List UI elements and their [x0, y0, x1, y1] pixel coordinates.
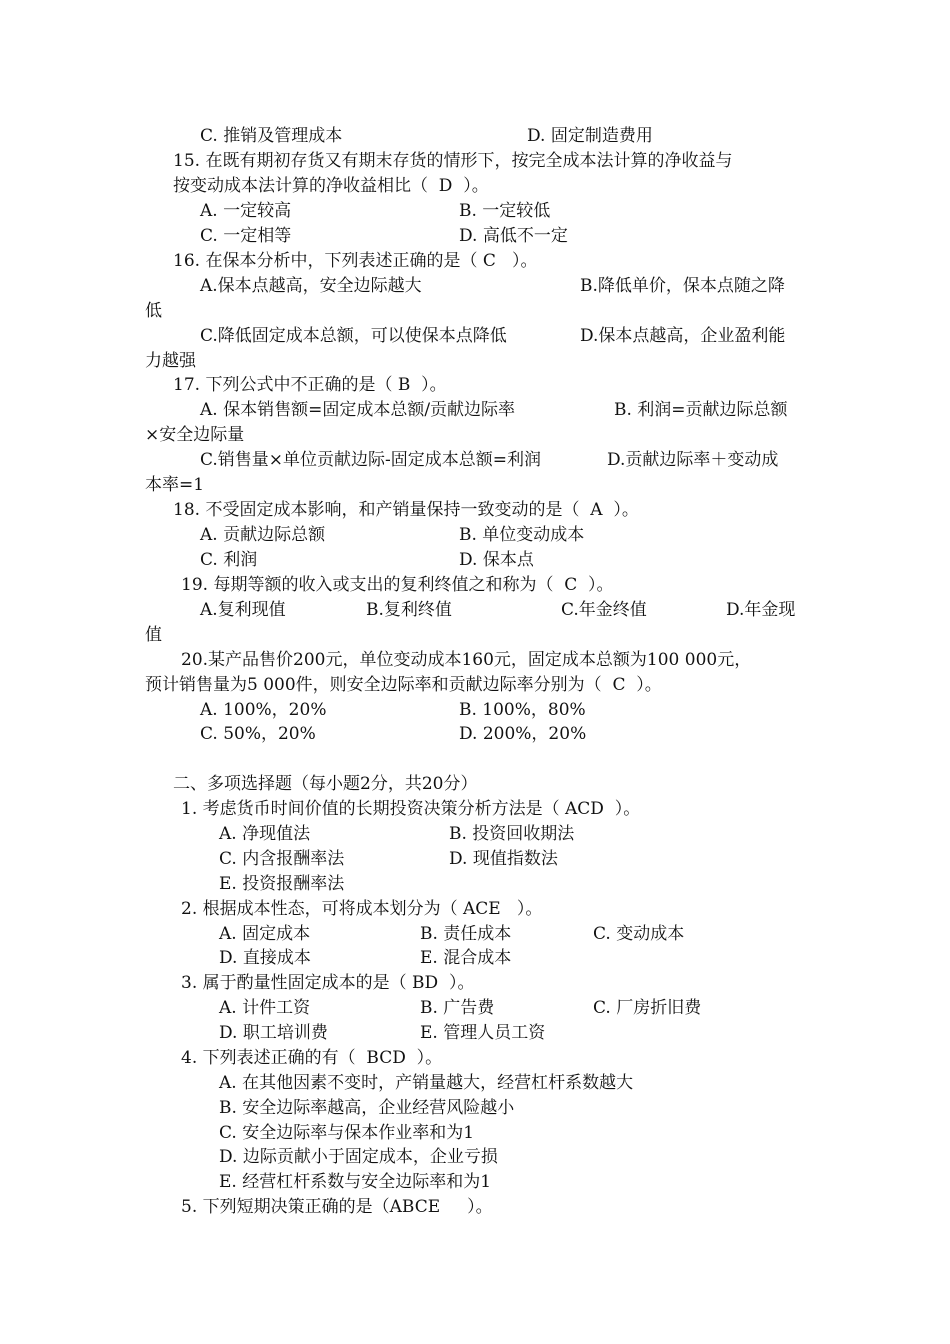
m4-option-d-line	[0, 1145, 950, 1170]
m2-options-abc	[0, 922, 950, 947]
q18-option-c: C. 利润	[200, 550, 258, 570]
m4-option-e: E. 经营杠杆系数与安全边际率和为1	[219, 1172, 492, 1192]
q17-options-ab	[0, 398, 950, 423]
q16-options-ab	[0, 274, 950, 299]
q14-option-d: D. 固定制造费用	[527, 126, 653, 146]
m4-option-a: A. 在其他因素不变时，产销量越大，经营杠杆系数越大	[219, 1073, 634, 1093]
q17-option-d-wrap	[0, 473, 950, 498]
m2-option-e: E. 混合成本	[420, 948, 512, 968]
q20-stem-text-2: 预计销售量为5 000件，则安全边际率和贡献边际率分别为（ C ）。	[145, 675, 662, 695]
q15-option-a: A. 一定较高	[200, 201, 292, 221]
m2-option-a: A. 固定成本	[219, 924, 311, 944]
q16-option-d: D.保本点越高，企业盈利能	[580, 326, 786, 346]
q17-stem-text: 17. 下列公式中不正确的是（ B ）。	[173, 375, 447, 395]
q19-stem-text: 19. 每期等额的收入或支出的复利终值之和称为（ C ）。	[181, 575, 614, 595]
m1-options-ab	[0, 822, 950, 847]
q16-stem	[0, 249, 950, 274]
m4-option-d: D. 边际贡献小于固定成本，企业亏损	[219, 1147, 498, 1167]
q19-options	[0, 598, 950, 623]
q19-option-d-cont: 值	[145, 625, 162, 645]
q20-stem-line1	[0, 648, 950, 673]
m3-option-a: A. 计件工资	[219, 998, 311, 1018]
m5-stem	[0, 1195, 950, 1220]
q17-option-c: C.销售量×单位贡献边际-固定成本总额=利润	[200, 450, 542, 470]
q20-option-b: B. 100%，80%	[459, 700, 586, 720]
m4-option-e-line	[0, 1170, 950, 1195]
q20-option-c: C. 50%，20%	[200, 724, 316, 744]
q17-options-cd	[0, 448, 950, 473]
m2-stem	[0, 897, 950, 922]
q15-option-d: D. 高低不一定	[459, 226, 568, 246]
q17-option-a: A. 保本销售额=固定成本总额/贡献边际率	[200, 400, 516, 420]
q16-option-b-cont: 低	[145, 301, 162, 321]
m4-option-a-line	[0, 1071, 950, 1096]
q18-stem	[0, 498, 950, 523]
q18-options-ab	[0, 523, 950, 548]
q17-stem	[0, 373, 950, 398]
m1-stem-text: 1. 考虑货币时间价值的长期投资决策分析方法是（ ACD ）。	[181, 799, 641, 819]
q18-options-cd	[0, 548, 950, 573]
section-heading-text: 二、多项选择题（每小题2分，共20分）	[173, 774, 478, 794]
q15-options-ab	[0, 199, 950, 224]
m3-options-de	[0, 1021, 950, 1046]
m1-option-a: A. 净现值法	[219, 824, 311, 844]
q15-stem-text-2: 按变动成本法计算的净收益相比（ D ）。	[173, 176, 489, 196]
q15-stem-text-1: 15. 在既有期初存货又有期末存货的情形下，按完全成本法计算的净收益与	[173, 151, 733, 171]
m2-option-b: B. 责任成本	[420, 924, 512, 944]
m3-options-abc	[0, 996, 950, 1021]
q17-option-b-wrap	[0, 423, 950, 448]
q18-option-a: A. 贡献边际总额	[200, 525, 326, 545]
q19-stem	[0, 573, 950, 598]
q19-option-b: B.复利终值	[366, 600, 452, 620]
m1-option-b: B. 投资回收期法	[449, 824, 575, 844]
q16-option-c: C.降低固定成本总额，可以使保本点降低	[200, 326, 507, 346]
m4-option-b: B. 安全边际率越高，企业经营风险越小	[219, 1098, 515, 1118]
m3-stem	[0, 971, 950, 996]
q19-option-d: D.年金现	[726, 600, 796, 620]
m3-stem-text: 3. 属于酌量性固定成本的是（ BD ）。	[181, 973, 475, 993]
q20-option-a: A. 100%，20%	[200, 700, 327, 720]
q16-option-b: B.降低单价，保本点随之降	[580, 276, 785, 296]
q20-stem-text-1: 20.某产品售价200元，单位变动成本160元，固定成本总额为100 000元，	[181, 650, 752, 670]
q15-option-c: C. 一定相等	[200, 226, 292, 246]
q14-option-c: C. 推销及管理成本	[200, 126, 343, 146]
m3-option-b: B. 广告费	[420, 998, 495, 1018]
q17-option-d-cont: 本率=1	[145, 475, 205, 495]
m4-stem-text: 4. 下列表述正确的有（ BCD ）。	[181, 1048, 443, 1068]
m1-option-e: E. 投资报酬率法	[219, 874, 345, 894]
m1-stem	[0, 797, 950, 822]
q18-option-d: D. 保本点	[459, 550, 534, 570]
q16-stem-text: 16. 在保本分析中，下列表述正确的是（ C ）。	[173, 251, 538, 271]
q15-stem-line1	[0, 149, 950, 174]
m3-option-c: C. 厂房折旧费	[593, 998, 702, 1018]
m2-stem-text: 2. 根据成本性态，可将成本划分为（ ACE ）。	[181, 899, 543, 919]
q16-option-d-wrap	[0, 349, 950, 374]
q16-options-cd	[0, 324, 950, 349]
q20-stem-line2	[0, 673, 950, 698]
q16-option-a: A.保本点越高，安全边际越大	[200, 276, 422, 296]
q17-option-d: D.贡献边际率＋变动成	[607, 450, 779, 470]
q17-option-b-cont: ×安全边际量	[145, 425, 245, 445]
m2-option-d: D. 直接成本	[219, 948, 311, 968]
m4-option-b-line	[0, 1096, 950, 1121]
q14-options-cd	[0, 124, 950, 149]
q19-option-c: C.年金终值	[561, 600, 647, 620]
q16-option-b-wrap	[0, 299, 950, 324]
q15-option-b: B. 一定较低	[459, 201, 551, 221]
q18-option-b: B. 单位变动成本	[459, 525, 585, 545]
m4-option-c-line	[0, 1121, 950, 1146]
q15-options-cd	[0, 224, 950, 249]
q18-stem-text: 18. 不受固定成本影响，和产销量保持一致变动的是（ A ）。	[173, 500, 639, 520]
m2-option-c: C. 变动成本	[593, 924, 685, 944]
q16-option-d-cont: 力越强	[145, 351, 196, 371]
m3-option-d: D. 职工培训费	[219, 1023, 328, 1043]
m1-options-cd	[0, 847, 950, 872]
m4-stem	[0, 1046, 950, 1071]
m4-option-c: C. 安全边际率与保本作业率和为1	[219, 1123, 475, 1143]
m1-option-c: C. 内含报酬率法	[219, 849, 345, 869]
m3-option-e: E. 管理人员工资	[420, 1023, 546, 1043]
q15-stem-line2	[0, 174, 950, 199]
q17-option-b: B. 利润=贡献边际总额	[614, 400, 788, 420]
m1-option-d: D. 现值指数法	[449, 849, 558, 869]
m2-options-de	[0, 946, 950, 971]
m5-stem-text: 5. 下列短期决策正确的是（ABCE ）。	[181, 1197, 493, 1217]
m1-option-e-line	[0, 872, 950, 897]
q20-options-ab	[0, 698, 950, 723]
q20-options-cd	[0, 722, 950, 747]
section-heading	[0, 772, 950, 797]
q19-option-a: A.复利现值	[200, 600, 286, 620]
q19-option-d-wrap	[0, 623, 950, 648]
q20-option-d: D. 200%，20%	[459, 724, 587, 744]
